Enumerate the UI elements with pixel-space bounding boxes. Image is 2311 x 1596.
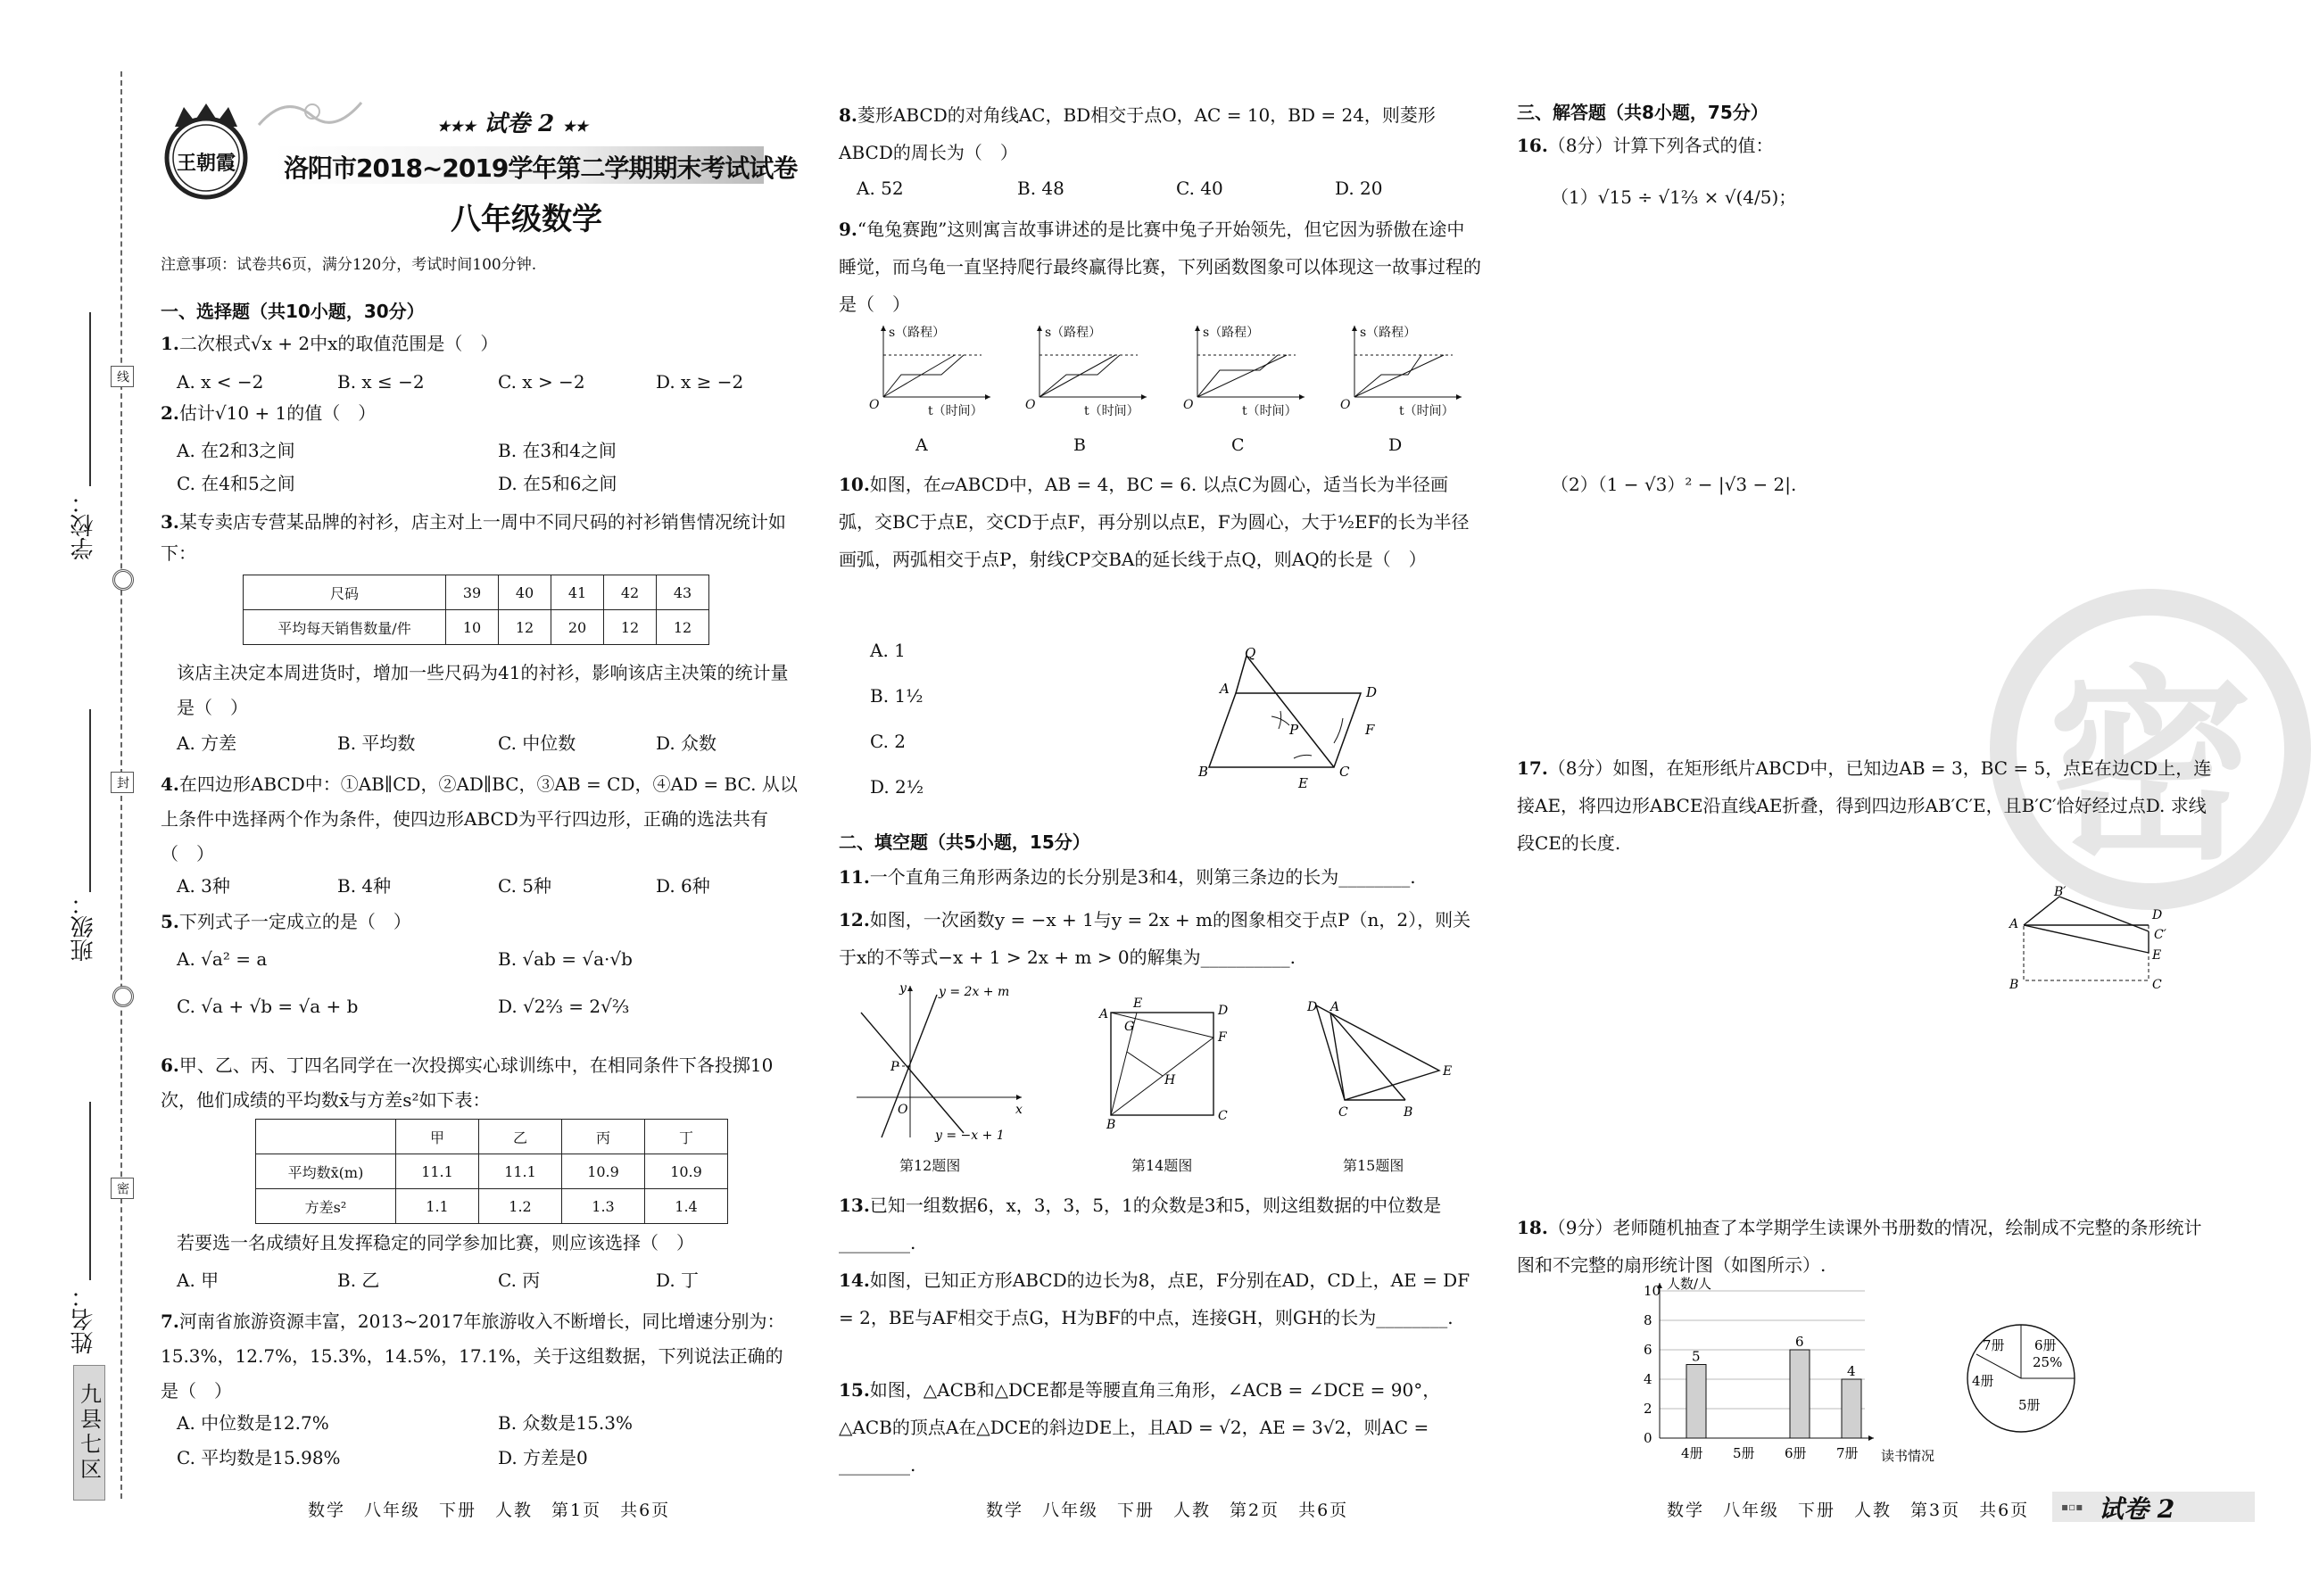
- fig15-a: A: [1330, 1000, 1340, 1014]
- fig14-e: E: [1133, 996, 1143, 1011]
- bar-chart: [1624, 1276, 1945, 1472]
- q9-a-y: s（路程）: [889, 326, 946, 340]
- fig14-c: C: [1218, 1109, 1228, 1123]
- q16-part2: （2）（1 − √3）² − |√3 − 2|.: [1551, 474, 1797, 495]
- q10-pt-q: Q: [1245, 645, 1256, 661]
- footer-page-1: 数学 八年级 下册 人教 第1页 共6页: [308, 1501, 671, 1520]
- q17: 17.（8分）如图，在矩形纸片ABCD中，已知边AB = 3，BC = 5，点E在边CD上，连接AE，将四边形ABCE沿直线AE折叠，得到四边形AB′C′E，且B′C′恰好经过点D. 求线段CE的长度.: [1517, 757, 2212, 854]
- fig12-p: P: [890, 1060, 899, 1074]
- pie-6: 6册: [2034, 1337, 2057, 1353]
- mark-mi: 密: [111, 1178, 134, 1199]
- q1-options: [177, 370, 801, 394]
- fig14-g: G: [1124, 1020, 1135, 1034]
- fig14-h: H: [1164, 1073, 1176, 1087]
- q17-pt-b: B: [2009, 978, 2019, 992]
- q6-tail: 若要选一名成绩好且发挥稳定的同学参加比赛，则应该选择（ ）: [177, 1232, 694, 1253]
- q10-pt-p: P: [1289, 722, 1299, 738]
- q9-label-d: D: [1388, 435, 1403, 455]
- fig14-b: B: [1106, 1118, 1116, 1132]
- q1-opt-d: D. x ≥ −2: [656, 371, 744, 393]
- section-2-title: 二、填空题（共5小题，15分）: [839, 831, 1090, 853]
- q9-d-y: s（路程）: [1360, 326, 1417, 340]
- fig12-l2: y = −x + 1: [935, 1129, 1005, 1143]
- stars-right: ★★: [562, 118, 588, 135]
- bar-chart-data-label: 5: [1692, 1348, 1701, 1365]
- q1-opt-b: B. x ≤ −2: [337, 371, 425, 393]
- fig14-d: D: [1218, 1004, 1229, 1018]
- footer-badge-squares: ▪▫▪: [2061, 1501, 2083, 1513]
- q17-pt-b1: B′: [2054, 885, 2067, 899]
- q10-pt-f: F: [1365, 722, 1375, 738]
- q11: 11.一个直角三角形两条边的长分别是3和4，则第三条边的长为________.: [839, 866, 1416, 888]
- q9: 9.“龟兔赛跑”这则寓言故事讲述的是比赛中兔子开始领先，但它因为骄傲在途中睡觉，而乌龟一直坚持爬行最终赢得比赛，下列函数图象可以体现这一故事过程的是（ ）: [839, 219, 1481, 315]
- fig15: [1298, 995, 1459, 1129]
- q9-a-x: t（时间）: [928, 404, 983, 418]
- q9-d-x: t（时间）: [1399, 404, 1454, 418]
- bar-chart-bar: [1686, 1365, 1706, 1439]
- q14: 14.如图，已知正方形ABCD的边长为8，点E，F分别在AD，CD上，AE = DF = 2，BE与AF相交于点G，H为BF的中点，连接GH，则GH的长为________.: [839, 1269, 1470, 1328]
- bar-chart-bar: [1842, 1379, 1861, 1438]
- bar-chart-ytick: 2: [1644, 1401, 1652, 1417]
- q4: 4.在四边形ABCD中：①AB∥CD，②AD∥BC，③AB = CD，④AD = BC. 从以上条件中选择两个作为条件，使四边形ABCD为平行四边形，正确的选法共有（ ）: [161, 773, 798, 864]
- q2-opt-c: C. 在4和5之间: [177, 473, 295, 494]
- punch-hole-2: [112, 986, 134, 1007]
- school-label: 学校：: [70, 491, 97, 560]
- bar-chart-xtick: 6册: [1785, 1445, 1807, 1461]
- q2-options: [177, 439, 801, 496]
- q13: 13.已知一组数据6，x，3，3，5，1的众数是3和5，则这组数据的中位数是________.: [839, 1195, 1442, 1253]
- q16-part1: （1）√15 ÷ √1⅔ × √(4/5)；: [1551, 186, 1797, 208]
- fig14-a: A: [1099, 1007, 1109, 1021]
- q15: 15.如图，△ACB和△DCE都是等腰直角三角形，∠ACB = ∠DCE = 90°，△ACB的顶点A在△DCE的斜边DE上，且AD = √2，AE = 3√2，则AC = ________.: [839, 1379, 1441, 1476]
- fig12-y: y: [899, 981, 907, 996]
- fig14: [1098, 995, 1240, 1132]
- q6-options: A. 甲 B. 乙 C. 丙 D. 丁: [177, 1269, 700, 1291]
- bar-chart-ytick: 4: [1644, 1371, 1652, 1387]
- q5-options: A. √a² = a B. √ab = √a·√b C. √a + √b = √a + b D. √2⅔ = 2√⅔: [177, 948, 633, 1017]
- binding-strip: [0, 54, 143, 1499]
- q6-table: 甲 乙 丙 丁 平均数x̄(m) 11.1 11.1 10.9 10.9 方差s² 1.1 1.2 1.3 1.4: [255, 1119, 728, 1224]
- q10-options: A. 1 B. 1½ C. 2 D. 2½: [870, 640, 924, 798]
- q7: 7.河南省旅游资源丰富，2013~2017年旅游收入不断增长，同比增速分别为：15.3%，12.7%，15.3%，14.5%，17.1%，关于这组数据，下列说法正确的是（ ）: [161, 1311, 785, 1402]
- q6: 6.甲、乙、丙、丁四名同学在一次投掷实心球训练中，在相同条件下各投掷10次，他们成绩的平均数x̄与方差s²如下表：: [161, 1054, 774, 1111]
- q9-b-x: t（时间）: [1084, 404, 1139, 418]
- q18: 18.（9分）老师随机抽查了本学期学生读课外书册数的情况，绘制成不完整的条形统计图和不完整的扇形统计图（如图所示）.: [1517, 1217, 2202, 1276]
- fig15-b: B: [1404, 1105, 1413, 1120]
- footer-page-3: 数学 八年级 下册 人教 第3页 共6页: [1667, 1501, 2030, 1520]
- q10-figure: [1200, 647, 1405, 790]
- q17-pt-e: E: [2152, 948, 2162, 963]
- bar-chart-ytick: 10: [1644, 1283, 1661, 1299]
- bar-chart-ytick: 0: [1644, 1430, 1652, 1446]
- q9-axis-labels: [857, 321, 1481, 455]
- bar-chart-data-label: 4: [1847, 1363, 1856, 1379]
- q3-options: A. 方差 B. 平均数 C. 中位数 D. 众数: [177, 732, 717, 754]
- q17-figure: [1990, 885, 2168, 999]
- q10-pt-b: B: [1198, 764, 1209, 780]
- q1: 1.二次根式√x + 2中x的取值范围是（ ）: [161, 333, 499, 354]
- mark-xian: 线: [111, 366, 134, 387]
- q2-opt-b: B. 在3和4之间: [498, 440, 617, 461]
- name-label: 姓名：: [70, 1285, 97, 1354]
- q2: 2.估计√10 + 1的值（ ）: [161, 402, 377, 424]
- q1-opt-a: A. x < −2: [177, 371, 264, 393]
- q10: 10.如图，在▱ABCD中，AB = 4，BC = 6. 以点C为圆心，适当长为半径画弧，交BC于点E，交CD于点F，再分别以点E，F为圆心，大于½EF的长为半径画弧，两弧相交于点P，射线CP交BA的延长线于点Q，则AQ的长是（ ）: [839, 474, 1470, 570]
- fig15-c: C: [1338, 1105, 1348, 1120]
- q9-c-o: O: [1183, 398, 1194, 412]
- section-1-title: 一、选择题（共10小题，30分）: [161, 301, 425, 322]
- bar-chart-bar: [1790, 1350, 1810, 1438]
- q9-a-o: O: [869, 398, 880, 412]
- q9-label-b: B: [1073, 435, 1086, 455]
- pie-5: 5册: [2018, 1397, 2041, 1413]
- q9-label-a: A: [915, 435, 928, 455]
- q10-pt-c: C: [1339, 764, 1350, 780]
- bar-chart-xtick: 5册: [1733, 1445, 1755, 1461]
- q3: 3.某专卖店专营某品牌的衬衫，店主对上一周中不同尺码的衬衫销售情况统计如下：: [161, 511, 786, 564]
- bar-chart-ytick: 8: [1644, 1312, 1652, 1328]
- watermark-text: 密: [2047, 649, 2253, 888]
- q3-tail: 该店主决定本周进货时，增加一些尺码为41的衬衫，影响该店主决策的统计量是（ ）: [177, 662, 789, 718]
- pie-chart: [1963, 1320, 2079, 1436]
- bar-chart-xtick: 7册: [1836, 1445, 1859, 1461]
- q17-pt-a: A: [2009, 917, 2019, 931]
- q4-options: A. 3种 B. 4种 C. 5种 D. 6种: [177, 875, 710, 897]
- fig12-caption: 第12题图: [899, 1157, 961, 1174]
- class-label: 班级：: [70, 892, 97, 962]
- punch-hole-1: [112, 569, 134, 591]
- q3-table: 尺码 39 40 41 42 43 平均每天销售数量/件 10 12 20 12 12: [243, 575, 709, 645]
- fig15-d: D: [1307, 1000, 1318, 1014]
- logo-text: 王朝霞: [176, 153, 236, 175]
- logo: [157, 100, 255, 198]
- bar-chart-ytick: 6: [1644, 1342, 1652, 1358]
- fig14-f: F: [1218, 1030, 1227, 1045]
- q9-c-x: t（时间）: [1242, 404, 1297, 418]
- bar-chart-xtick: 4册: [1681, 1445, 1703, 1461]
- ribbon-decoration: [250, 89, 366, 134]
- q16: 16.（8分）计算下列各式的值：: [1517, 135, 1774, 156]
- fig12: [857, 981, 1053, 1142]
- footer-badge: 试卷 2: [2099, 1494, 2175, 1524]
- q10-pt-e: E: [1298, 775, 1308, 791]
- paper-number: ★★★ 试卷 2 ★★: [437, 111, 588, 137]
- fig12-l1: y = 2x + m: [939, 985, 1010, 999]
- q9-label-c: C: [1231, 435, 1245, 455]
- q8: 8.菱形ABCD的对角线AC，BD相交于点O，AC = 10，BD = 24，则菱形ABCD的周长为（ ）: [839, 104, 1436, 163]
- bar-chart-data-label: 6: [1795, 1334, 1804, 1350]
- q9-d-o: O: [1340, 398, 1351, 412]
- subject-title: 八年级数学: [451, 202, 602, 237]
- pie-25: 25%: [2033, 1354, 2063, 1370]
- region-box: [73, 1365, 105, 1501]
- q17-pt-d: D: [2152, 908, 2163, 922]
- region-text: 九县七区: [76, 1383, 102, 1483]
- q12: 12.如图，一次函数y = −x + 1与y = 2x + m的图象相交于点P（n，2），则关于x的不等式−x + 1 > 2x + m > 0的解集为__________.: [839, 909, 1471, 968]
- notice: 注意事项：试卷共6页，满分120分，考试时间100分钟.: [161, 256, 537, 274]
- stars-left: ★★★: [437, 118, 476, 135]
- q9-b-y: s（路程）: [1045, 326, 1102, 340]
- q17-pt-c1: C′: [2154, 928, 2166, 942]
- mark-feng: 封: [111, 772, 134, 793]
- q10-pt-d: D: [1366, 684, 1378, 700]
- footer-page-2: 数学 八年级 下册 人教 第2页 共6页: [986, 1501, 1349, 1520]
- q17-pt-c: C: [2152, 978, 2162, 992]
- q8-options: A. 52 B. 48 C. 40 D. 20: [857, 178, 1383, 199]
- bar-chart-xlabel: 读书情况: [1881, 1448, 1935, 1464]
- q1-opt-c: C. x > −2: [498, 371, 585, 393]
- fig15-caption: 第15题图: [1343, 1157, 1404, 1174]
- pie-4: 4册: [1972, 1373, 1994, 1389]
- q2-opt-a: A. 在2和3之间: [177, 440, 295, 461]
- fig12-x: x: [1015, 1103, 1023, 1117]
- fig15-e: E: [1443, 1064, 1453, 1079]
- fig12-o: O: [898, 1103, 908, 1117]
- q9-b-o: O: [1025, 398, 1036, 412]
- fig14-caption: 第14题图: [1131, 1157, 1193, 1174]
- pie-7: 7册: [1983, 1337, 2005, 1353]
- q2-opt-d: D. 在5和6之间: [498, 473, 617, 494]
- q9-c-y: s（路程）: [1203, 326, 1260, 340]
- exam-title: 洛阳市2018~2019学年第二学期期末考试试卷: [284, 153, 798, 183]
- bar-chart-ylabel: 人数/人: [1667, 1276, 1712, 1292]
- q7-options: A. 中位数是12.7% B. 众数是15.3% C. 平均数是15.98% D. 方差是0: [177, 1412, 633, 1468]
- q5: 5.下列式子一定成立的是（ ）: [161, 911, 411, 932]
- section-3-title: 三、解答题（共8小题，75分）: [1517, 102, 1768, 123]
- q10-pt-a: A: [1220, 681, 1230, 697]
